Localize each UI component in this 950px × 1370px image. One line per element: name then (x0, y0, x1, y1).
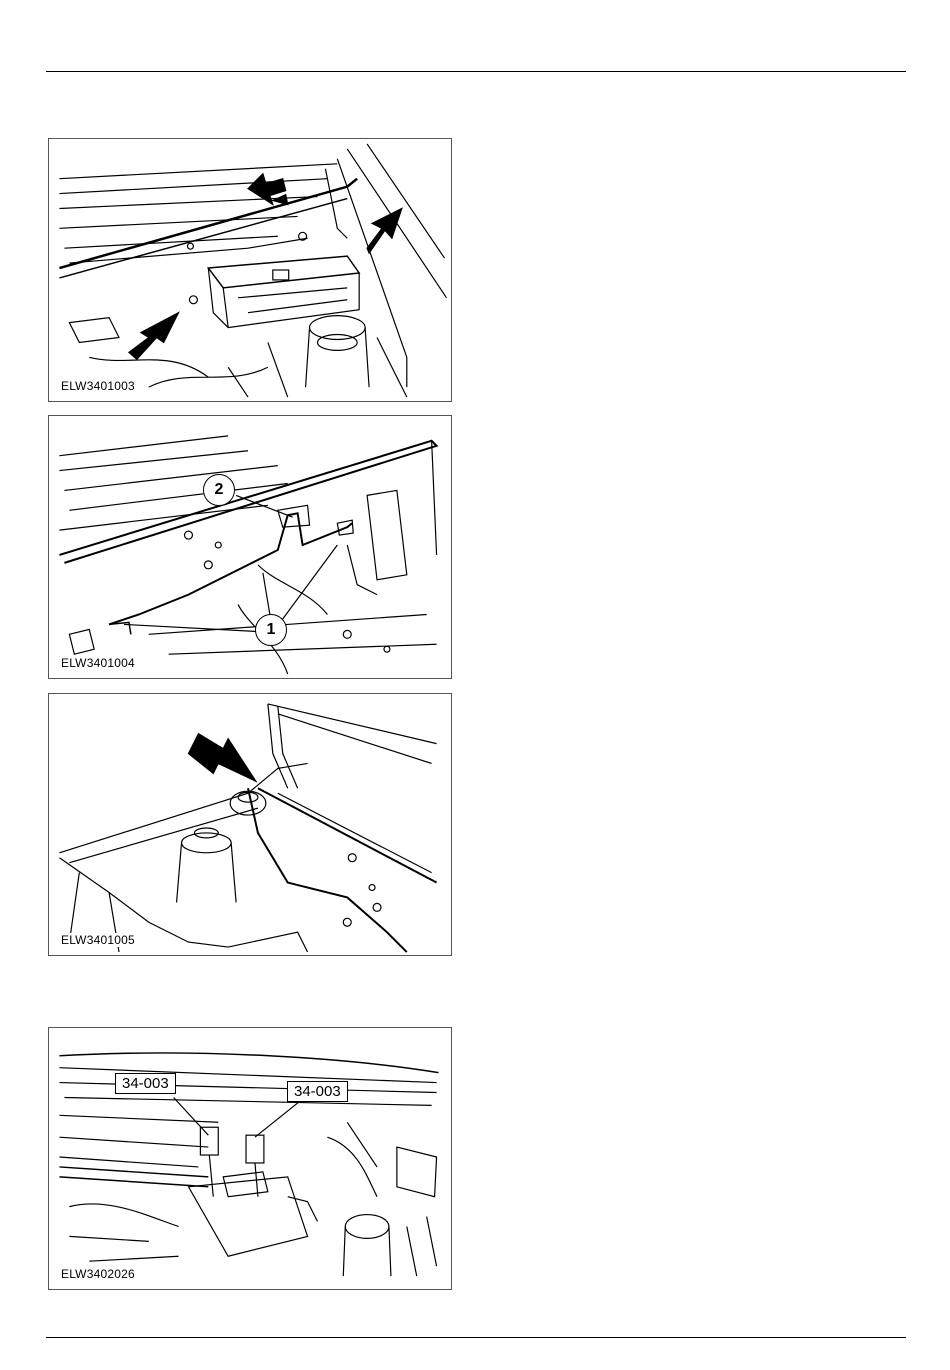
figure-elw3401005 (48, 693, 452, 956)
tool-label-34-003-left: 34-003 (115, 1073, 176, 1094)
illustration-tool-fitting (49, 1028, 451, 1289)
figure-caption: ELW3401003 (61, 379, 135, 393)
tool-label-34-003-right: 34-003 (287, 1081, 348, 1102)
footer-rule (46, 1337, 906, 1338)
figure-caption: ELW3401005 (61, 933, 135, 947)
illustration-harness-routing (49, 694, 451, 955)
callout-1: 1 (255, 614, 287, 646)
figure-elw3401003 (48, 138, 452, 402)
illustration-wiring-harness (49, 416, 451, 678)
illustration-fuse-box-cover (49, 139, 451, 401)
figure-caption: ELW3401004 (61, 656, 135, 670)
figure-elw3402026 (48, 1027, 452, 1290)
header-rule (46, 71, 906, 72)
callout-2: 2 (203, 474, 235, 506)
figure-caption: ELW3402026 (61, 1267, 135, 1281)
figure-elw3401004 (48, 415, 452, 679)
